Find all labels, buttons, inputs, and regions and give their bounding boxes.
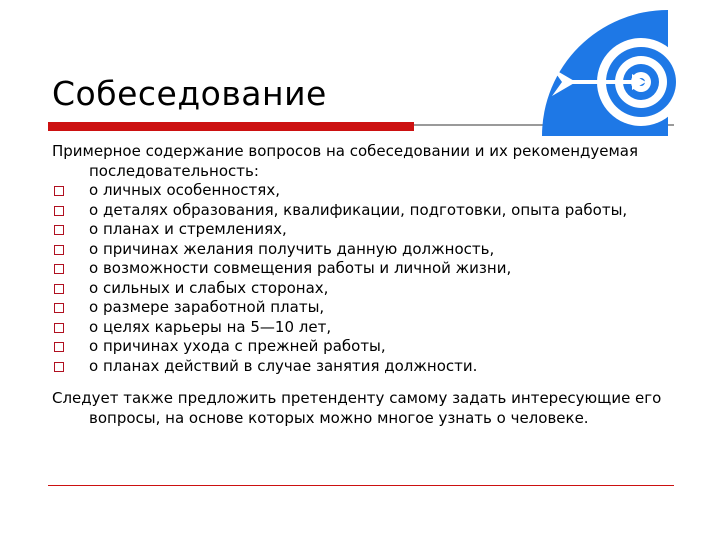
list-item xyxy=(52,337,692,357)
list-item-text: о причинах желания получить данную должность, xyxy=(89,239,495,258)
footer-divider xyxy=(48,485,674,486)
list-item-text: о размере заработной платы, xyxy=(89,298,325,316)
hollow-square-icon xyxy=(54,186,64,196)
outro-text: Следует также предложить претенденту самому задать интересующие его вопросы, на основе которых можно многое узнать о человеке. xyxy=(52,389,662,427)
list-item-text: о планах действий в случае занятия должности. xyxy=(89,356,478,375)
list-item-text: о возможности совмещения работы и личной жизни, xyxy=(89,259,512,277)
list-item xyxy=(52,318,692,338)
hollow-square-icon xyxy=(54,362,64,372)
list-item-text: о целях карьеры на 5—10 лет, xyxy=(89,317,332,336)
hollow-square-icon xyxy=(54,303,64,313)
list-item xyxy=(52,220,692,240)
list-item xyxy=(52,181,692,201)
list-item xyxy=(52,298,692,318)
list-item xyxy=(52,240,692,260)
list-item-text: о сильных и слабых сторонах, xyxy=(89,278,329,297)
list-item-text: о личных особенностях, xyxy=(89,181,280,199)
list-item xyxy=(52,259,692,279)
list-item-text: о планах и стремлениях, xyxy=(89,220,287,238)
list-item xyxy=(52,357,692,377)
hollow-square-icon xyxy=(54,342,64,352)
list-item-text: о деталях образования, квалификации, подготовки, опыта работы, xyxy=(89,200,628,219)
slide-body xyxy=(52,142,692,428)
slide-title: Собеседование xyxy=(52,74,327,113)
hollow-square-icon xyxy=(54,323,64,333)
hollow-square-icon xyxy=(54,284,64,294)
list-item xyxy=(52,201,692,221)
hollow-square-icon xyxy=(54,206,64,216)
list-item xyxy=(52,279,692,299)
list-item-text: о причинах ухода с прежней работы, xyxy=(89,337,386,355)
hollow-square-icon xyxy=(54,245,64,255)
topics-list xyxy=(52,181,692,376)
title-underline-red xyxy=(48,122,414,131)
hollow-square-icon xyxy=(54,264,64,274)
intro-text: Примерное содержание вопросов на собеседовании и их рекомендуемая последовательность: xyxy=(52,142,639,180)
hollow-square-icon xyxy=(54,225,64,235)
target-arrow-icon xyxy=(540,8,680,143)
